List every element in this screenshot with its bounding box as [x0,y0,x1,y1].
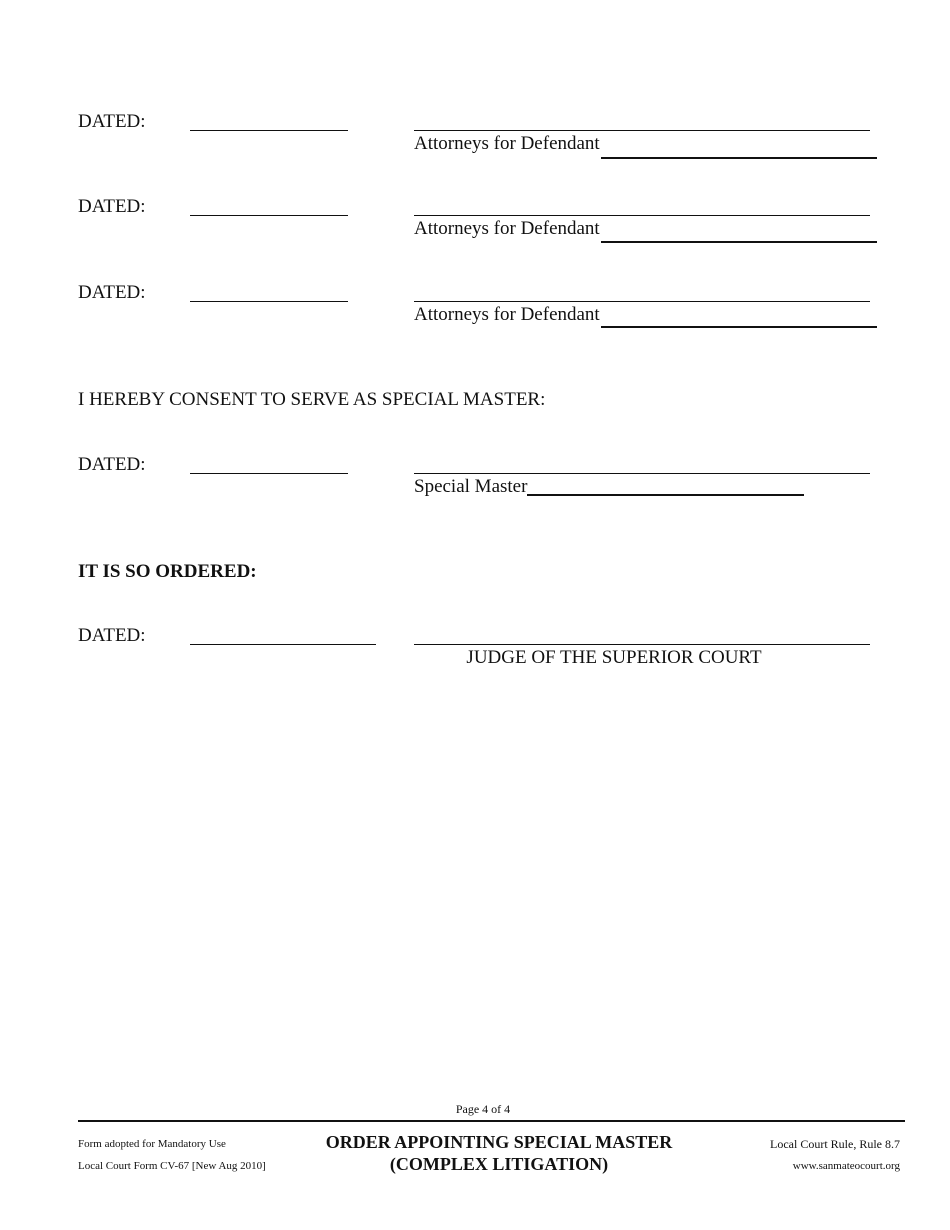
special-master-name-line[interactable] [527,494,804,496]
order-heading: IT IS SO ORDERED: [78,561,257,582]
judge-signature-line[interactable] [414,644,870,645]
footer-subtitle: (COMPLEX LITIGATION) [389,1154,609,1174]
judge-label: JUDGE OF THE SUPERIOR COURT [466,647,762,668]
date-line[interactable] [190,130,348,131]
footer-divider [78,1120,905,1122]
signature-line[interactable] [414,301,870,302]
defendant-name-line[interactable] [601,241,877,243]
signature-line[interactable] [414,473,870,474]
footer-title: ORDER APPOINTING SPECIAL MASTER [325,1132,673,1152]
signature-line[interactable] [414,130,870,131]
consent-heading: I HEREBY CONSENT TO SERVE AS SPECIAL MASTER: [78,389,546,410]
footer-court-rule: Local Court Rule, Rule 8.7 [770,1137,900,1151]
attorneys-for-defendant-label: Attorneys for Defendant [414,218,600,239]
footer-mandatory-use: Form adopted for Mandatory Use [78,1138,226,1150]
dated-label: DATED: [78,196,146,217]
dated-label: DATED: [78,111,146,132]
page-number: Page 4 of 4 [455,1102,511,1116]
attorneys-for-defendant-label: Attorneys for Defendant [414,304,600,325]
special-master-label: Special Master [414,476,528,497]
footer-form-number: Local Court Form CV-67 [New Aug 2010] [78,1160,266,1172]
dated-label: DATED: [78,282,146,303]
date-line[interactable] [190,644,376,645]
footer-website[interactable]: www.sanmateocourt.org [792,1160,900,1172]
date-line[interactable] [190,473,348,474]
signature-line[interactable] [414,215,870,216]
defendant-name-line[interactable] [601,326,877,328]
attorneys-for-defendant-label: Attorneys for Defendant [414,133,600,154]
defendant-name-line[interactable] [601,157,877,159]
date-line[interactable] [190,215,348,216]
dated-label: DATED: [78,625,146,646]
dated-label: DATED: [78,454,146,475]
date-line[interactable] [190,301,348,302]
